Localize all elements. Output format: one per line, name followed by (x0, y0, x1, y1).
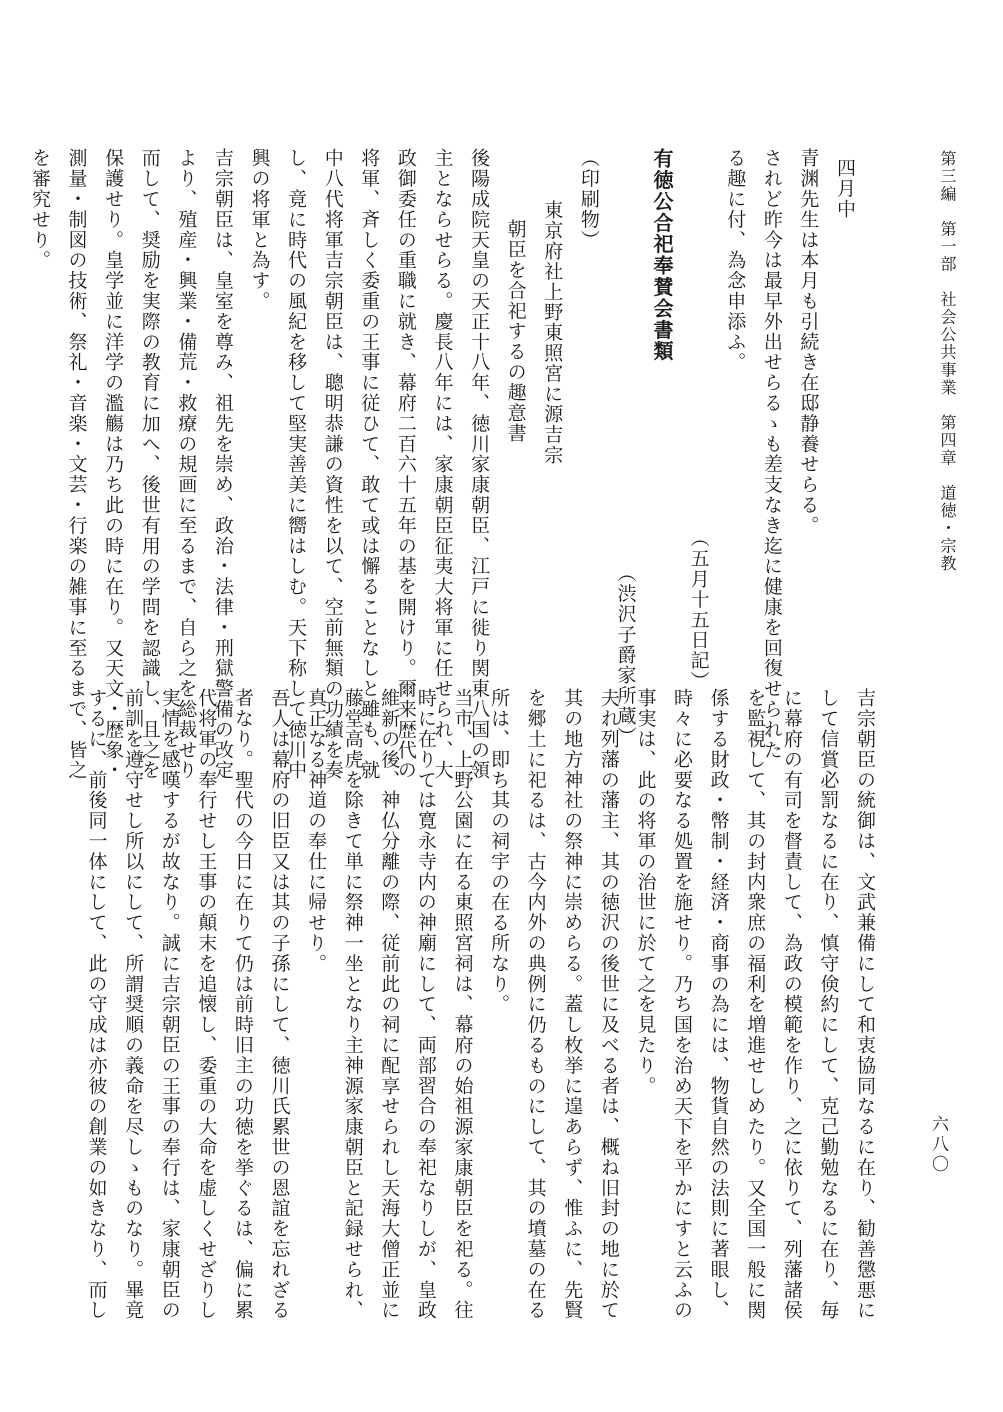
body-line: を監視して、其の封内衆庶の福利を増進せしめたり。又全国一般に関 (744, 688, 767, 1321)
body-line: 将軍、斉しく委重の王事に従ひて、敢て或は懈ることなしと雖も、就 (358, 148, 381, 781)
body-line: 係する財政・幣制・経済・商事の為には、物貨自然の法則に著眼し、 (707, 688, 730, 1321)
body-line: して信賞必罰なるに在り、慎守倹約にして、克己勤勉なるに在り、毎 (817, 688, 840, 1321)
body-line: 事実は、此の将軍の治世に於て之を見たり。 (634, 688, 657, 1096)
body-line: 主とならせらる。慶長八年には、家康朝臣征夷大将軍に任せられ、大 (431, 148, 454, 781)
body-line: 維新の後、神仏分離の際、従前此の祠に配享せられし天海大僧正並に (378, 688, 401, 1321)
body-line: 前訓を遵守せし所以にして、所謂奨順の義命を尽しゝものなり。畢竟 (122, 688, 145, 1321)
page-number: 六八〇 (928, 1115, 948, 1175)
body-line: を審究せり。 (28, 148, 51, 271)
body-line: 真正なる神道の奉仕に帰せり。 (305, 688, 328, 974)
body-line: 興の将軍と為す。 (248, 148, 271, 312)
body-line: 実情を感嘆するが故なり。誠に吉宗朝臣の王事の奉行は、家康朝臣の (158, 688, 181, 1321)
body-line: 代将軍の奉行せし王事の顛末を追懐し、委重の大命を虚しくせざりし (195, 688, 218, 1321)
body-line: 吉宗朝臣は、皇室を尊み、祖先を崇め、政治・法律・刑獄警備の改定 (211, 148, 234, 781)
body-line: 時に在りては寛永寺内の神廟にして、両部習合の奉祀なりしが、皇政 (414, 688, 437, 1321)
diary-note-line: る趣に付、為念申添ふ。 (724, 148, 747, 373)
body-line: するに、前後同一体にして、此の守成は亦彼の創業の如きなり、而し (85, 688, 108, 1321)
body-line: し、竟に時代の風紀を移して堅実善美に嚮はしむ。天下称して徳川中 (285, 148, 308, 781)
body-line: 保護せり。皇学並に洋学の濫觴は乃ち此の時に在り。又天文・歴象・ (102, 148, 125, 781)
body-line: 後陽成院天皇の天正十八年、徳川家康朝臣、江戸に徙り関東八国の領 (468, 148, 491, 781)
body-line: 時々に必要なる処置を施せり。乃ち国を治め天下を平かにすと云ふの (671, 688, 694, 1321)
body-line: 中八代将軍吉宗朝臣は、聰明恭謙の資性を以て、空前無類の功績を奏 (321, 148, 344, 781)
upper-text-block (21, 148, 863, 781)
running-head: 第三編 第一部 社会公共事業 第四章 道徳・宗教 (938, 150, 957, 573)
body-line: 測量・制図の技術、祭礼・音楽・文芸・行楽の雑事に至るまで、皆之 (65, 148, 88, 781)
subject-title-line: 朝臣を合祀するの趣意書 (504, 219, 527, 444)
body-line: より、殖産・興業・備荒・救療の規画に至るまで、自ら之を総裁せり (175, 148, 198, 781)
diary-note-date: （五月十五日記） (687, 528, 710, 692)
diary-note-line: 青渊先生は本月も引続き在邸静養せらる。 (797, 148, 820, 536)
body-line: を郷土に祀るは、古今内外の典例に仍るものにして、其の墳墓の在る (524, 688, 547, 1321)
diary-note-line: されど昨今は最早外出せらるゝも差支なき迄に健康を回復せられた (760, 148, 783, 760)
document-heading: 有徳公合祀奉賛会書類 (650, 148, 675, 362)
lower-text-block (78, 688, 883, 1378)
body-line: 藤堂高虎を除きて単に祭神一坐となり主神源家康朝臣と記録せられ、 (341, 688, 364, 1321)
document-label: （印刷物） (577, 148, 600, 250)
body-line: 所は、即ち其の祠宇の在る所なり。 (488, 688, 511, 1015)
body-line: 者なり。聖代の今日に在りて仍は前時旧主の功徳を挙ぐるは、偏に累 (231, 688, 254, 1321)
body-line: 夫れ列藩の藩主、其の徳沢の後世に及べる者は、概ね旧封の地に於て (597, 688, 620, 1321)
body-line: に幕府の有司を督責して、為政の模範を作り、之に依りて、列藩諸侯 (780, 688, 803, 1321)
diary-date: 四月中 (834, 158, 856, 220)
body-line: 而して、奨励を実際の教育に加へ、後世有用の学問を認識し、且之を (138, 148, 161, 781)
body-line: 其の地方神社の祭神に崇めらる。蓋し枚挙に遑あらず、惟ふに、先賢 (561, 688, 584, 1321)
document-source: （渋沢子爵家所蔵） (614, 563, 637, 747)
body-line: 当市、上野公園に在る東照宮祠は、幕府の始祖源家康朝臣を祀る。往 (451, 688, 474, 1321)
subject-title-line: 東京府社上野東照宮に源吉宗 (541, 200, 564, 466)
body-line: 政御委任の重職に就き、幕府二百六十五年の基を開けり。爾来歴代の (394, 148, 417, 781)
body-line: 吾人は幕府の旧臣又は其の子孫にして、徳川氏累世の恩誼を忘れざる (268, 688, 291, 1321)
body-line: 吉宗朝臣の統御は、文武兼備にして和衷協同なるに在り、勧善懲悪に (854, 688, 876, 1321)
